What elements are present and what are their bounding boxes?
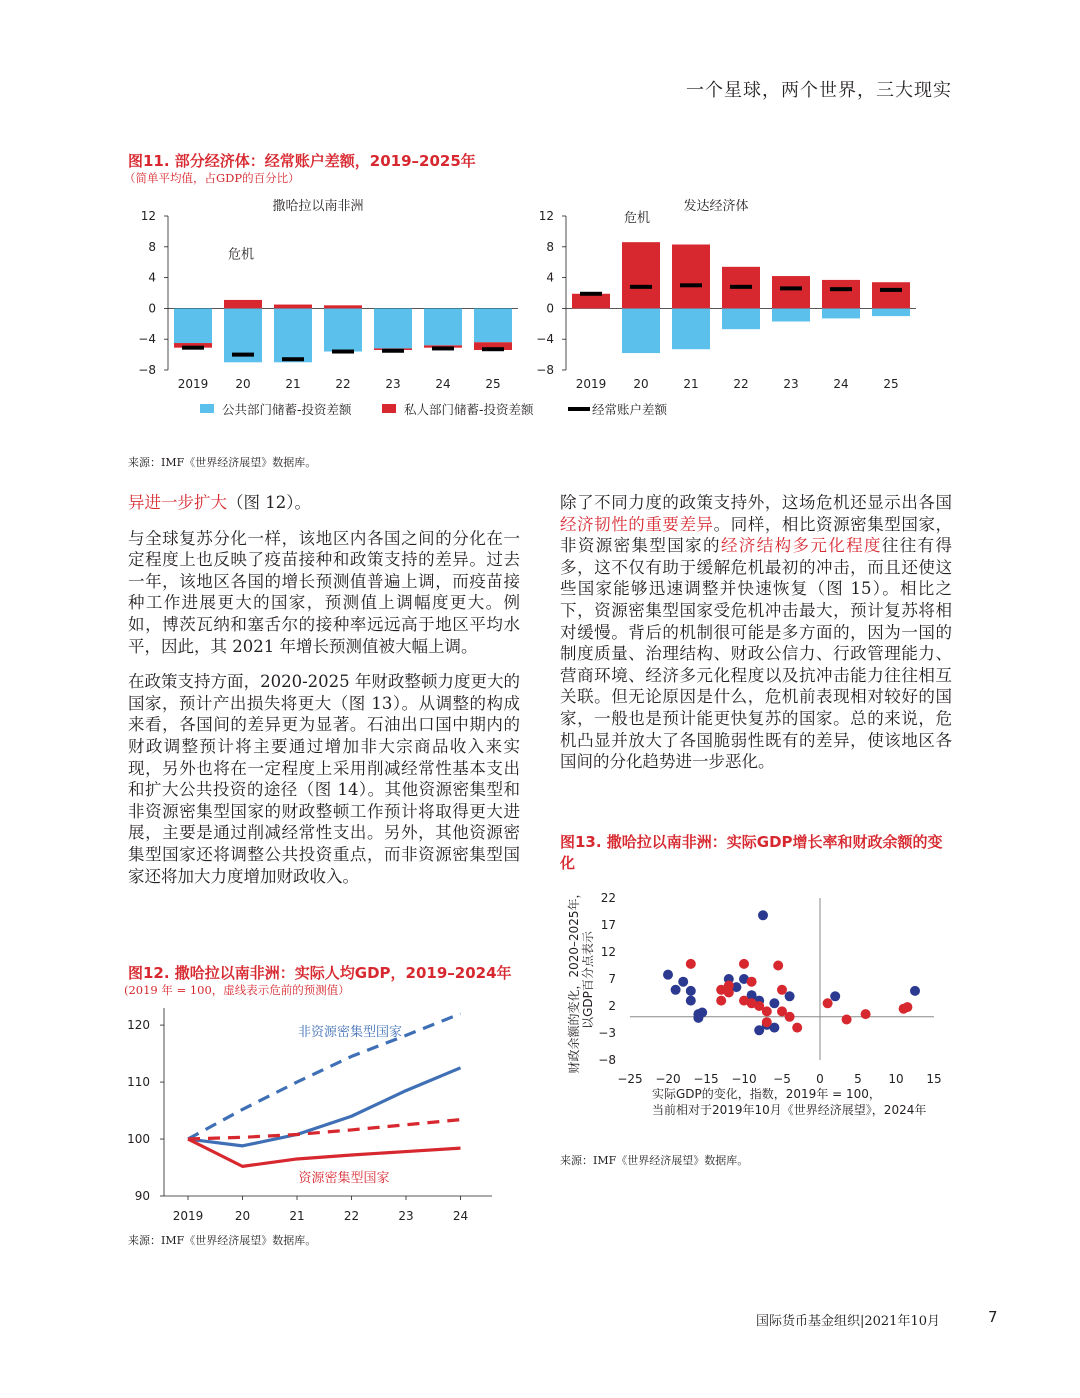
fig13-point-red — [686, 959, 696, 969]
fig11-left-xtick-label: 24 — [435, 377, 451, 391]
p3-part-c: 。同样，相比资源密集型国家，非资源密集型国家的 — [560, 514, 953, 556]
fig11-right-xtick-label: 25 — [883, 377, 899, 391]
fig11-left-ytick-label: 4 — [148, 270, 156, 285]
fig12-xtick-label: 24 — [452, 1209, 469, 1223]
fig13-chart — [560, 880, 960, 1130]
fig11-right-crisis-label: 危机 — [623, 211, 651, 227]
fig11-left-bar-public — [374, 308, 412, 348]
fig13-xtick-label: 15 — [926, 1072, 942, 1086]
fig11-left-ca-marker — [432, 346, 454, 350]
fig13-xtick-label: −15 — [693, 1072, 719, 1086]
paragraph-0-rest: （图 12）。 — [227, 493, 311, 512]
fig11-right-bar-public — [722, 308, 760, 329]
fig12-line-nonresource — [188, 1068, 461, 1146]
fig11-right-ytick-label: −4 — [536, 332, 554, 347]
fig11-left-crisis-label: 危机 — [227, 247, 255, 263]
fig13-xlabel-1: 实际GDP的变化，指数，2019年 = 100， — [652, 1087, 881, 1101]
fig11-right-ytick-label: 8 — [546, 239, 554, 254]
fig11-right-ca-marker — [780, 286, 802, 290]
fig11-left-ytick-label: −4 — [138, 332, 156, 347]
fig11-left-title: 撒哈拉以南非洲 — [272, 199, 364, 214]
right-column — [560, 492, 952, 787]
fig13-point-blue — [769, 998, 779, 1008]
fig12-source: 来源：IMF《世界经济展望》数据库。 — [128, 1234, 317, 1247]
fig11-left-ytick-label: 0 — [148, 301, 156, 316]
fig11-right-bar-public — [872, 308, 910, 316]
link-divergence[interactable]: 异进一步扩大 — [128, 493, 227, 512]
fig13-ytick-label: 17 — [600, 918, 616, 932]
fig12-line-resource-precrisis — [188, 1120, 461, 1139]
fig11-right-xtick-label: 22 — [733, 377, 749, 391]
fig12-xtick-label: 23 — [398, 1209, 414, 1223]
fig11-right-xtick-label: 2019 — [575, 377, 607, 391]
fig13-ylabel-1: 财政余额的变化，2020–2025年， — [567, 886, 581, 1074]
fig13-point-red — [762, 1006, 772, 1016]
legend-swatch-ca — [568, 407, 590, 411]
p3-part-e: 往往有得多，这不仅有助于缓解危机最初的冲击，而且还使这些国家能够迅速调整并快速恢复（图 15）。相比之下，资源密集型国家受危机冲击最大，预计复苏将相对缓慢。背后的机制很可能是多方面的，因为一国的制度质量、治理结构、财政公信力、行政管理能力、营商环境、经济多元化程度以及抗冲击能力往往相互关联。但无论原因是什么，危机前表现相对较好的国家，一般也是预计能更快复苏的国家。总的来说，危机凸显并放大了各国脆弱性既有的差异，使该地区各国间的分化趋势进一步恶化。 — [560, 536, 953, 772]
fig11-right-bar-private — [822, 280, 860, 308]
fig13-point-blue — [693, 1013, 703, 1023]
legend-swatch-private — [382, 404, 396, 413]
fig11-right-bar-private — [772, 276, 810, 308]
fig13-ytick-label: 22 — [600, 891, 616, 905]
fig13-xtick-label: 0 — [816, 1072, 824, 1086]
fig13-ylabel-2: 以GDP百分点表示 — [581, 931, 595, 1029]
fig12-ytick-label: 90 — [134, 1189, 150, 1203]
fig11-left-bar-public — [424, 308, 462, 345]
fig11-right-bar-private — [622, 242, 660, 308]
fig11-left-bar-public — [274, 308, 312, 362]
fig12-plot — [127, 1008, 492, 1223]
fig11-left-ca-marker — [482, 347, 504, 351]
fig11-left-xtick-label: 25 — [485, 377, 501, 391]
fig11-left-panel — [138, 198, 518, 391]
fig11-right-bar-private — [872, 282, 910, 308]
fig11-left-ca-marker — [382, 349, 404, 353]
legend-label-private: 私人部门储蓄-投资差额 — [404, 402, 534, 417]
fig11-left-ytick-label: −8 — [138, 363, 156, 377]
fig13-point-red — [902, 1002, 912, 1012]
fig13-point-red — [747, 998, 757, 1008]
fig13-plot — [598, 891, 941, 1086]
fig12-ytick-label: 110 — [127, 1075, 150, 1090]
fig13-xtick-label: 10 — [888, 1072, 904, 1086]
fig11-right-bar-public — [822, 308, 860, 318]
fig11-left-bar-private — [224, 300, 262, 308]
fig11-right-ytick-label: 4 — [546, 270, 554, 285]
paragraph-1: 与全球复苏分化一样，该地区内各国之间的分化在一定程度上也反映了疫苗接种和政策支持的差异。过去一年，该地区各国的增长预测值普遍上调，而疫苗接种工作进展更大的国家，预测值上调幅度更大。例如，博茨瓦纳和塞舌尔的接种率远远高于地区平均水平，因此，其 2021 年增长预测值被大幅上调。 — [128, 528, 520, 656]
fig13-xtick-label: −10 — [731, 1072, 757, 1086]
fig13-point-red — [747, 977, 757, 987]
fig11-right-ca-marker — [830, 287, 852, 291]
fig11-left-ca-marker — [232, 353, 254, 357]
legend-label-ca: 经常账户差额 — [592, 402, 668, 417]
paragraph-3 — [560, 492, 952, 773]
fig13-point-blue — [686, 986, 696, 996]
fig13-ytick-label: 2 — [608, 999, 616, 1013]
fig12-ytick-label: 120 — [127, 1018, 150, 1033]
fig11-right-xtick-label: 23 — [783, 377, 799, 391]
fig13-point-red — [842, 1015, 852, 1025]
fig11-left-bar-public — [174, 308, 212, 343]
fig13-point-red — [724, 980, 734, 990]
fig13-xtick-label: −20 — [655, 1072, 681, 1086]
fig11-source: 来源：IMF《世界经济展望》数据库。 — [128, 456, 317, 469]
fig12-label-resource: 资源密集型国家 — [298, 1171, 390, 1186]
fig13-point-blue — [686, 996, 696, 1006]
fig11-right-ytick-label: 12 — [538, 209, 554, 223]
fig12-xtick-label: 2019 — [172, 1209, 204, 1223]
fig13-point-red — [762, 1017, 772, 1027]
fig13-source: 来源：IMF《世界经济展望》数据库。 — [560, 1154, 749, 1167]
fig11-right-title: 发达经济体 — [683, 199, 749, 214]
p3-part-a: 除了不同力度的政策支持外，这场危机还显示出各国 — [560, 493, 952, 512]
fig13-point-blue — [678, 977, 688, 987]
fig11-right-ca-marker — [880, 288, 902, 292]
fig11-right-bar-private — [672, 244, 710, 308]
page-number: 7 — [988, 1308, 998, 1326]
fig13-xtick-label: 5 — [854, 1072, 862, 1086]
fig11-title: 图11. 部分经济体：经常账户差额，2019–2025年 — [128, 152, 476, 170]
fig11-left-ytick-label: 8 — [148, 239, 156, 254]
fig13-title: 图13. 撒哈拉以南非洲：实际GDP增长率和财政余额的变化 — [560, 833, 943, 872]
fig11-right-xtick-label: 21 — [683, 377, 699, 391]
fig13-ytick-label: 12 — [600, 945, 616, 959]
fig11-left-ca-marker — [282, 357, 304, 361]
fig12-label-nonresource: 非资源密集型国家 — [297, 1025, 403, 1040]
running-header: 一个星球，两个世界，三大现实 — [686, 80, 952, 101]
fig11-left-bar-public — [324, 308, 362, 351]
paragraph-2: 在政策支持方面，2020-2025 年财政整顿力度更大的国家，预计产出损失将更大（图 13）。从调整的构成来看，各国间的差异更为显著。石油出口国中期内的财政调整预计将主要通过增加非大宗商品收入来实现，另外也将在一定程度上采用削减经常性基本支出和扩大公共投资的途径（图 14）。其他资源密集型和非资源密集型国家的财政整顿工作预计将取得更大进展，主要是通过削减经常性支出。另外，其他资源密集型国家还将调整公共投资重点，而非资源密集型国家还将加大力度增加财政收入。 — [128, 672, 520, 886]
footer-org: 国际货币基金组织|2021年10月 — [755, 1314, 940, 1329]
fig13-point-red — [716, 996, 726, 1006]
legend-swatch-public — [200, 404, 214, 413]
fig11-left-bar-private — [274, 305, 312, 309]
fig13-point-red — [823, 998, 833, 1008]
fig13-point-red — [777, 985, 787, 995]
fig11-right-bar-public — [772, 308, 810, 321]
fig11-subtitle: （简单平均值，占GDP的百分比） — [124, 171, 300, 185]
fig12-xtick-label: 22 — [343, 1209, 360, 1223]
fig13-point-red — [861, 1009, 871, 1019]
fig13-point-blue — [830, 991, 840, 1001]
fig11-left-ca-marker — [332, 350, 354, 354]
fig12-subtitle: (2019 年 = 100，虚线表示危前的预测值） — [124, 983, 350, 997]
fig13-ytick-label: 7 — [608, 972, 616, 986]
fig12-chart — [120, 1000, 520, 1230]
fig11-chart — [120, 192, 950, 428]
fig13-xtick-label: −25 — [617, 1072, 643, 1086]
fig13-xtick-label: −5 — [773, 1072, 791, 1086]
fig13-point-blue — [758, 910, 768, 920]
legend-label-public: 公共部门储蓄-投资差额 — [222, 402, 352, 417]
left-column — [128, 492, 520, 901]
fig11-legend — [200, 402, 668, 417]
fig13-point-blue — [785, 991, 795, 1001]
fig11-left-xtick-label: 23 — [385, 377, 401, 391]
fig11-right-ytick-label: 0 — [546, 301, 554, 316]
fig13-point-red — [739, 959, 749, 969]
fig12-ytick-label: 100 — [127, 1132, 150, 1147]
fig11-right-xtick-label: 24 — [833, 377, 849, 391]
fig11-right-panel — [536, 198, 916, 391]
fig11-left-xtick-label: 2019 — [177, 377, 209, 391]
fig11-right-ca-marker — [580, 292, 602, 296]
fig11-left-xtick-label: 22 — [335, 377, 351, 391]
fig12-xtick-label: 20 — [234, 1209, 251, 1223]
fig13-point-blue — [910, 986, 920, 996]
fig11-right-ca-marker — [680, 283, 702, 287]
fig12-xtick-label: 21 — [289, 1209, 305, 1223]
fig12-title: 图12. 撒哈拉以南非洲：实际人均GDP，2019–2024年 — [128, 964, 512, 982]
fig11-right-bar-public — [672, 308, 710, 349]
link-resilience[interactable]: 经济韧性的重要差异 — [560, 514, 714, 534]
fig11-right-ytick-label: −8 — [536, 363, 554, 377]
fig11-left-bar-private — [324, 305, 362, 308]
fig13-point-red — [773, 961, 783, 971]
fig11-right-ca-marker — [630, 285, 652, 289]
fig11-left-bar-public — [474, 308, 512, 342]
fig11-left-xtick-label: 20 — [235, 377, 251, 391]
link-diversification[interactable]: 经济结构多元化程度 — [720, 536, 882, 556]
fig13-point-blue — [671, 985, 681, 995]
fig13-xlabel-2: 当前相对于2019年10月《世界经济展望》，2024年 — [652, 1103, 927, 1117]
fig13-point-blue — [663, 970, 673, 980]
fig11-left-xtick-label: 21 — [285, 377, 301, 391]
fig11-right-bar-private — [572, 294, 610, 309]
fig13-ytick-label: −3 — [598, 1026, 616, 1040]
fig11-left-ytick-label: 12 — [140, 209, 156, 223]
fig13-point-red — [792, 1023, 802, 1033]
fig11-left-ca-marker — [182, 346, 204, 350]
fig11-right-bar-public — [622, 308, 660, 353]
fig11-right-xtick-label: 20 — [633, 377, 649, 391]
fig13-point-red — [785, 1012, 795, 1022]
paragraph-0 — [128, 492, 520, 514]
fig13-ytick-label: −8 — [598, 1053, 616, 1067]
fig11-right-ca-marker — [730, 285, 752, 289]
